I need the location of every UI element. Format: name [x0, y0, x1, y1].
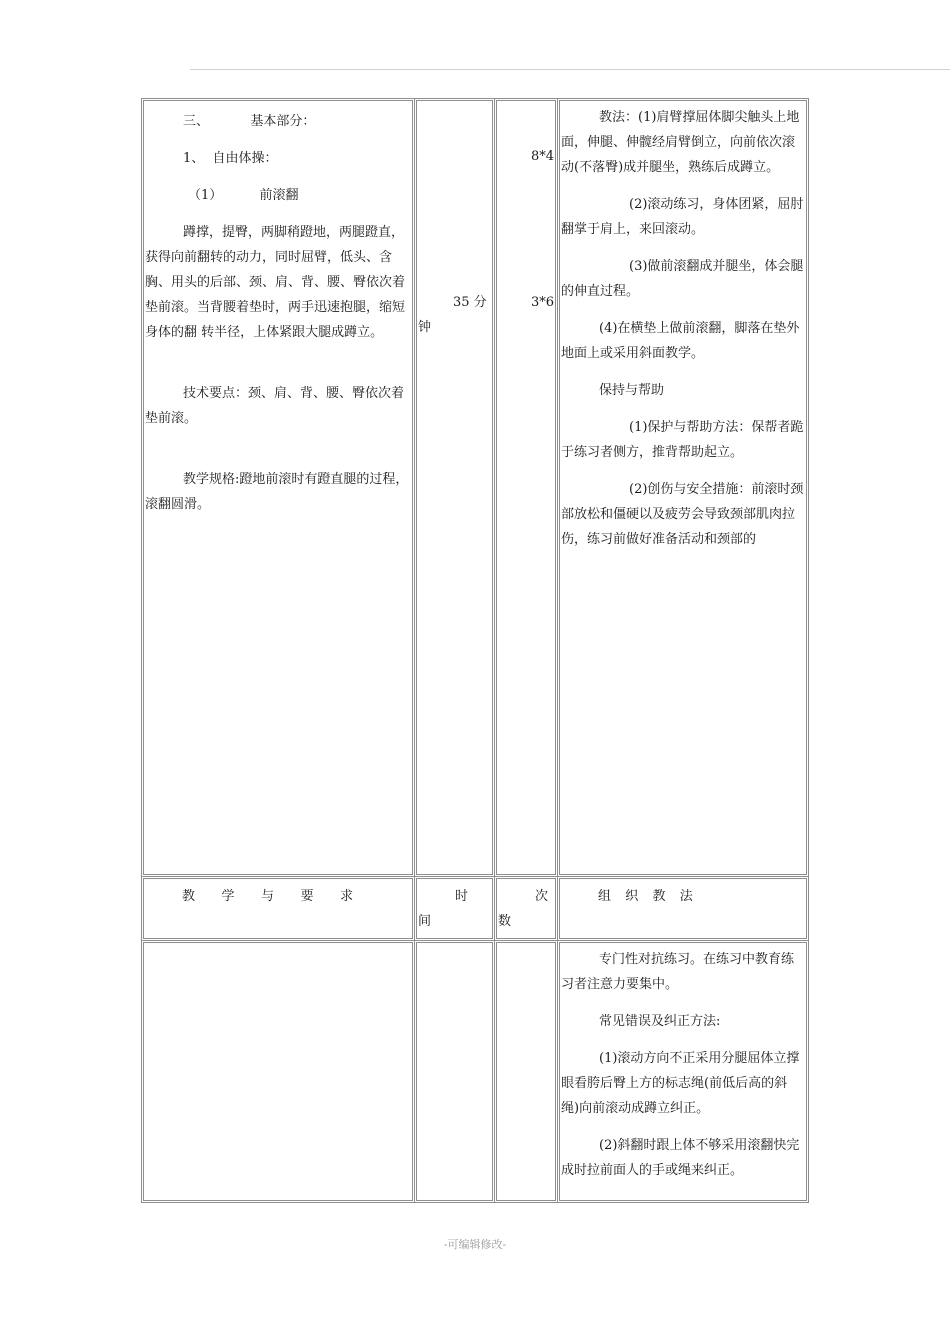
time-cell: [414, 98, 495, 877]
sub-item-1: （1） 前滚翻: [188, 188, 299, 203]
header-reps: [494, 876, 558, 941]
time-value: 35 分: [453, 295, 487, 310]
teaching-standard: 教学规格:蹬地前滚时有蹬直腿的过程，滚翻圆滑。: [145, 472, 409, 512]
key-points: 技术要点：颈、肩、背、腰、臀依次着垫前滚。: [145, 386, 405, 426]
item-1: 1、 自由体操：: [183, 151, 278, 166]
method-2: (2)滚动练习，身体团紧，屈肘翻掌于肩上，来回滚动。: [561, 197, 804, 237]
reps-first: 8*4: [530, 149, 554, 164]
continued-1: 专门性对抗练习。在练习中教育练习者注意力要集中。: [561, 952, 795, 992]
method-3: (3)做前滚翻成并腿坐，体会腿的伸直过程。: [561, 259, 804, 299]
continued-4: (2)斜翻时跟上体不够采用滚翻快完成时拉前面人的手或绳来纠正。: [561, 1138, 800, 1178]
reps-cell-2: [494, 940, 558, 1203]
support-2: (2)创伤与安全措施：前滚时颈部放松和僵硬以及疲劳会导致颈部肌肉拉伤，练习前做好准备活动和颈部的: [561, 482, 804, 547]
header-time-bottom: 间: [418, 914, 432, 929]
header-method: [557, 876, 809, 941]
method-1: 教法：(1)肩臂撑屈体脚尖触头上地面，伸腿、伸髋经肩臂倒立，向前依次滚动(不落臀)成并腿坐，熟练后成蹲立。: [561, 110, 800, 175]
method-cell-2: [557, 940, 809, 1203]
header-teaching-label: 教 学 与 要 求: [182, 889, 356, 904]
support-1: (1)保护与帮助方法：保帮者跪于练习者侧方，推背帮助起立。: [561, 420, 804, 460]
description: 蹲撑，提臀，两脚稍蹬地，两腿蹬直，获得向前翻转的动力，同时屈臂，低头、含胸、用头的后部、颈、肩、背、腰、臀依次着垫前滚。当背腰着垫时，两手迅速抱腿，缩短身体的翻 转半径，上体紧跟大腿成蹲立。: [145, 225, 406, 340]
header-time-top: 时: [455, 889, 469, 904]
support-title: 保持与帮助: [599, 383, 665, 398]
content-cell: [141, 98, 415, 877]
content-cell-2: [141, 940, 415, 1203]
reps-second: 3*6: [530, 295, 554, 310]
method-cell: [557, 98, 809, 877]
header-reps-top: 次: [535, 889, 549, 904]
method-4: (4)在横垫上做前滚翻，脚落在垫外地面上或采用斜面教学。: [561, 321, 800, 361]
footer-note: -可编辑修改-: [443, 1238, 507, 1251]
header-time: [414, 876, 495, 941]
section-title: 三、 基本部分：: [183, 114, 316, 129]
header-method-label: 组 织 教 法: [598, 889, 695, 904]
header-reps-bottom: 数: [498, 914, 512, 929]
continued-2: 常见错误及纠正方法:: [599, 1014, 721, 1029]
top-rule: [190, 69, 950, 70]
header-teaching: [141, 876, 415, 941]
time-cell-2: [414, 940, 495, 1203]
time-unit: 钟: [418, 320, 432, 335]
reps-cell: [494, 98, 558, 877]
continued-3: (1)滚动方向不正采用分腿屈体立撑眼看胯后臀上方的标志绳(前低后高的斜绳)向前滚动成蹲立纠正。: [561, 1051, 800, 1116]
